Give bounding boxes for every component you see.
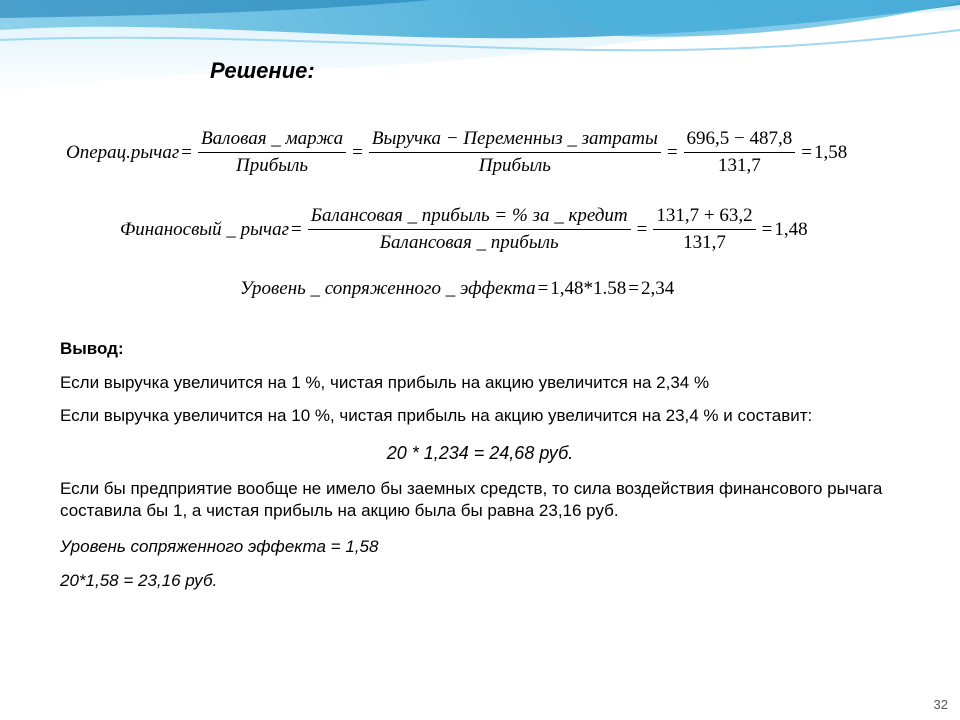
formula-result: 2,34 <box>641 278 675 299</box>
numerator: Балансовая _ прибыль = % за _ кредит <box>308 205 631 230</box>
fraction <box>684 128 796 177</box>
conclusion-heading: Вывод: <box>60 339 124 358</box>
fraction <box>308 205 631 254</box>
formula-operating-leverage <box>66 128 847 177</box>
formula-lhs: Операц.рычаг <box>66 141 180 163</box>
equals-sign: = <box>537 278 549 299</box>
numerator: Выручка − Переменныз _ затраты <box>369 128 661 153</box>
page-number: 32 <box>933 697 948 712</box>
denominator: Прибыль <box>236 155 309 176</box>
conclusion-line-1: Если выручка увеличится на 1 %, чистая прибыль на акцию увеличится на 2,34 % <box>60 373 710 392</box>
conclusion-line-4: Уровень сопряженного эффекта = 1,58 <box>60 537 379 556</box>
denominator: Прибыль <box>478 155 551 176</box>
fraction <box>369 128 661 177</box>
numerator: 696,5 − 487,8 <box>684 128 796 153</box>
formula-financial-leverage <box>120 205 808 254</box>
conclusion-formula: 20 * 1,234 = 24,68 руб. <box>386 443 574 463</box>
denominator: Балансовая _ прибыль <box>379 232 559 253</box>
conclusion-line-3: Если бы предприятие вообще не имело бы заемных средств, то сила воздействия финансового рычага составила бы 1, а чистая прибыль на акцию была бы равна 23,16 руб. <box>60 479 883 520</box>
denominator: 131,7 <box>718 155 761 176</box>
formula-result: 1,48 <box>774 218 808 240</box>
denominator: 131,7 <box>683 232 726 253</box>
equals-sign: = <box>181 141 192 163</box>
formula-result: 1,58 <box>813 141 848 163</box>
formula-lhs: Уровень _ сопряженного _ эффекта <box>240 278 536 299</box>
equals-sign: = <box>666 141 678 163</box>
fraction <box>198 128 346 177</box>
equals-sign: = <box>291 218 302 240</box>
fraction <box>653 205 755 254</box>
decorative-wave-header <box>0 0 960 120</box>
formula-combined-effect <box>240 278 674 300</box>
formula-lhs: Финаносвый _ рычаг <box>120 218 290 240</box>
equals-sign: = <box>761 218 773 240</box>
numerator: 131,7 + 63,2 <box>653 205 755 230</box>
equals-sign: = <box>636 218 648 240</box>
equals-sign: = <box>801 141 812 163</box>
equals-sign: = <box>628 278 640 299</box>
equals-sign: = <box>352 141 363 163</box>
numerator: Валовая _ маржа <box>198 128 346 153</box>
formula-expression: 1,48*1.58 <box>550 278 627 299</box>
conclusion-line-5: 20*1,58 = 23,16 руб. <box>60 571 218 590</box>
slide-title: Решение: <box>210 58 315 83</box>
conclusion-line-2: Если выручка увеличится на 10 %, чистая прибыль на акцию увеличится на 23,4 % и составит: <box>60 406 813 425</box>
